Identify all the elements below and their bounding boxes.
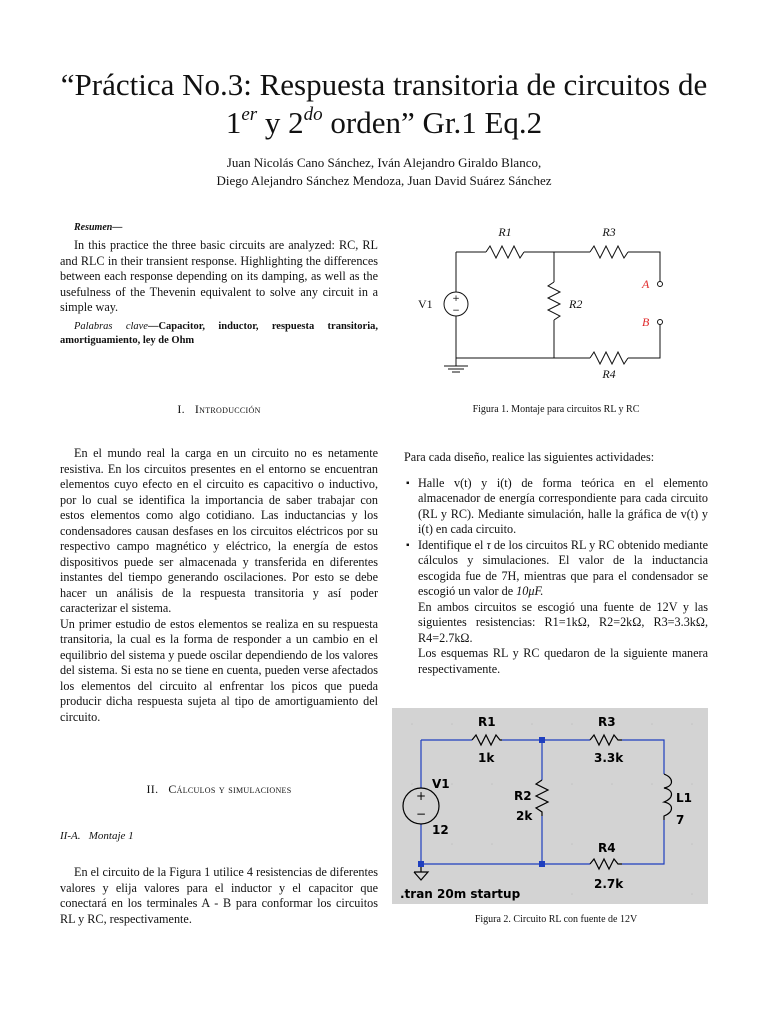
fig2-node-top: [539, 737, 545, 743]
capacitor-value: 10μF.: [516, 584, 544, 598]
activities-list: [404, 476, 708, 678]
activities-intro: Para cada diseño, realice las siguientes actividades:: [404, 450, 655, 464]
fig2-label-r4: R4: [598, 841, 616, 855]
fig2-value-r4: 2.7k: [594, 877, 624, 891]
fig2-label-l1: L1: [676, 791, 692, 805]
activity-item-2: [418, 538, 708, 678]
section2-number: II.: [146, 782, 159, 796]
fig1-label-r1: R1: [498, 225, 512, 239]
figure2-circuit: [392, 708, 708, 904]
activities-block: [404, 450, 708, 677]
fig2-value-l1: 7: [676, 813, 685, 827]
activity-item-2-part-c: En ambos circuitos se escogió una fuente de 12V y las siguientes resistencias: R1=1kΩ, R2=2kΩ, R3=3.3kΩ, R4=2.7kΩ.: [418, 599, 708, 645]
fig2-tran-directive: .tran 20m startup: [400, 887, 521, 901]
figure2-caption: Figura 2. Circuito RL con fuente de 12V: [474, 914, 638, 925]
authors-line1: Juan Nicolás Cano Sánchez, Iván Alejandro Giraldo Blanco,: [226, 155, 542, 170]
fig2-plus-sign: +: [415, 789, 427, 803]
activity-item-1: [418, 476, 708, 538]
fig2-node-bottom-left: [418, 861, 424, 867]
fig2-label-v1: V1: [432, 777, 450, 791]
fig1-label-b: B: [642, 315, 650, 329]
activity-item-2-part-a: Identifique el: [418, 537, 484, 552]
fig1-terminal-a: [658, 282, 663, 287]
section1-paragraph2: Un primer estudio de estos elementos se realiza en su respuesta transitoria, la cual es la forma de responder a un cambio en el equilibrio del sistema y puede oscilar dependiendo de los valores del sistema. Si esta no se tiene en cuenta, pueden verse afectados los elementos del circuito al enfrentar los picos que pueda producir dicha respuesta sujeta al tipo de amortiguamiento del circuito.: [60, 616, 378, 724]
fig2-value-r3: 3.3k: [594, 751, 624, 765]
fig2-label-r3: R3: [598, 715, 616, 729]
fig2-node-bottom-mid: [539, 861, 545, 867]
title-first: 1: [225, 105, 242, 140]
keywords-label: Palabras clave: [74, 321, 148, 332]
section2-title: Cálculos y simulaciones: [168, 782, 292, 796]
fig1-terminal-b: [658, 320, 663, 325]
fig1-label-r4: R4: [602, 367, 616, 381]
abstract-text: In this practice the three basic circuits are analyzed: RC, RL and RLC in their transient response. Highlighting the differences between each response depending on its damping, as well as the usefulness of the Thevenin equivalent to solve any circuit in a simple way.: [60, 238, 378, 314]
fig1-label-a: A: [642, 277, 650, 291]
subsection-number: II-A.: [60, 830, 81, 842]
fig1-label-r2: R2: [569, 297, 583, 311]
authors-line2: Diego Alejandro Sánchez Mendoza, Juan David Suárez Sánchez: [216, 173, 552, 188]
title-second: y 2: [264, 105, 304, 140]
authors: [60, 154, 708, 190]
section1-body: [60, 446, 378, 725]
figure1-caption: Figura 1. Montaje para circuitos RL y RC: [472, 404, 640, 415]
subsection-heading: [60, 830, 134, 842]
fig2-label-r1: R1: [478, 715, 496, 729]
figure1-circuit: [404, 212, 708, 392]
fig2-value-v1: 12: [432, 823, 449, 837]
section1-number: I.: [177, 402, 185, 416]
tau-symbol: τ: [486, 537, 491, 552]
fig2-label-r2: R2: [514, 789, 532, 803]
keywords-list: —Capacitor, inductor, respuesta transitoria, amortiguamiento, ley de Ohm: [60, 321, 378, 346]
fig1-plus-sign: +: [452, 294, 460, 304]
paper-title: [40, 66, 728, 142]
fig1-label-v1: V1: [418, 297, 433, 311]
section2-body: [60, 865, 378, 927]
subsection-title: Montaje 1: [88, 830, 134, 842]
fig1-r4-resistor: [590, 352, 628, 364]
activity-item-2-part-d: Los esquemas RL y RC quedaron de la siguiente manera respectivamente.: [418, 646, 708, 676]
fig2-value-r2: 2k: [516, 809, 533, 823]
title-sup-er: er: [241, 104, 258, 125]
title-line1: “Práctica No.3: Respuesta transitoria de circuitos de: [60, 67, 708, 102]
title-rest: orden” Gr.1 Eq.2: [330, 105, 543, 140]
section1-title: Introducción: [194, 402, 261, 416]
title-sup-do: do: [303, 104, 323, 125]
section1-paragraph1: En el mundo real la carga en un circuito no es netamente resistiva. En los circuitos presentes en el entorno se encuentran elementos cuyo efecto en el circuito es capacitivo o inductivo, por lo cual se identifica la importancia de saber trabajar con estos elementos como algo cotidiano. Las inductancias y los condensadores causan desfases en los circuitos eléctricos por su respectivo campo magnético y eléctrico, la energía de estos dispositivos puede ser almacenada y transferida en diferentes instantes del tiempo generando oscilaciones. Por esto se debe hacer un análisis de la respuesta transitoria y así poder caracterizar el sistema.: [60, 446, 378, 615]
section1-heading: [60, 402, 378, 417]
activity-item-1-text: Halle v(t) y i(t) de forma teórica en el elemento almacenador de energía correspondiente para cada circuito (RL y RC). Mediante simulación, halle la gráfica de v(t) y i(t) en cada circuito.: [418, 475, 708, 536]
fig1-r1-resistor: [486, 246, 524, 258]
fig1-label-r3: R3: [602, 225, 616, 239]
keywords: [60, 320, 378, 347]
activity-item-2-part-b: de los circuitos RL y RC obtenido mediante cálculos y simulaciones. El valor de la inductancia escogida fue de 7H, mientras que para el condensador se escogió un valor de: [418, 537, 709, 598]
fig1-r2-resistor: [548, 282, 560, 320]
fig2-value-r1: 1k: [478, 751, 495, 765]
section2-heading: [60, 782, 378, 797]
fig2-minus-sign: −: [415, 807, 427, 821]
fig1-wire-bottom-right: [628, 324, 660, 358]
abstract-heading: Resumen—: [74, 222, 123, 233]
fig1-r3-resistor: [590, 246, 628, 258]
fig1-minus-sign: −: [452, 306, 460, 316]
section2-paragraph1: En el circuito de la Figura 1 utilice 4 resistencias de diferentes valores y elija valores para el inductor y el capacitor que conectará en los terminales A - B para conformar los circuitos RL y RC, respectivamente.: [60, 865, 378, 926]
